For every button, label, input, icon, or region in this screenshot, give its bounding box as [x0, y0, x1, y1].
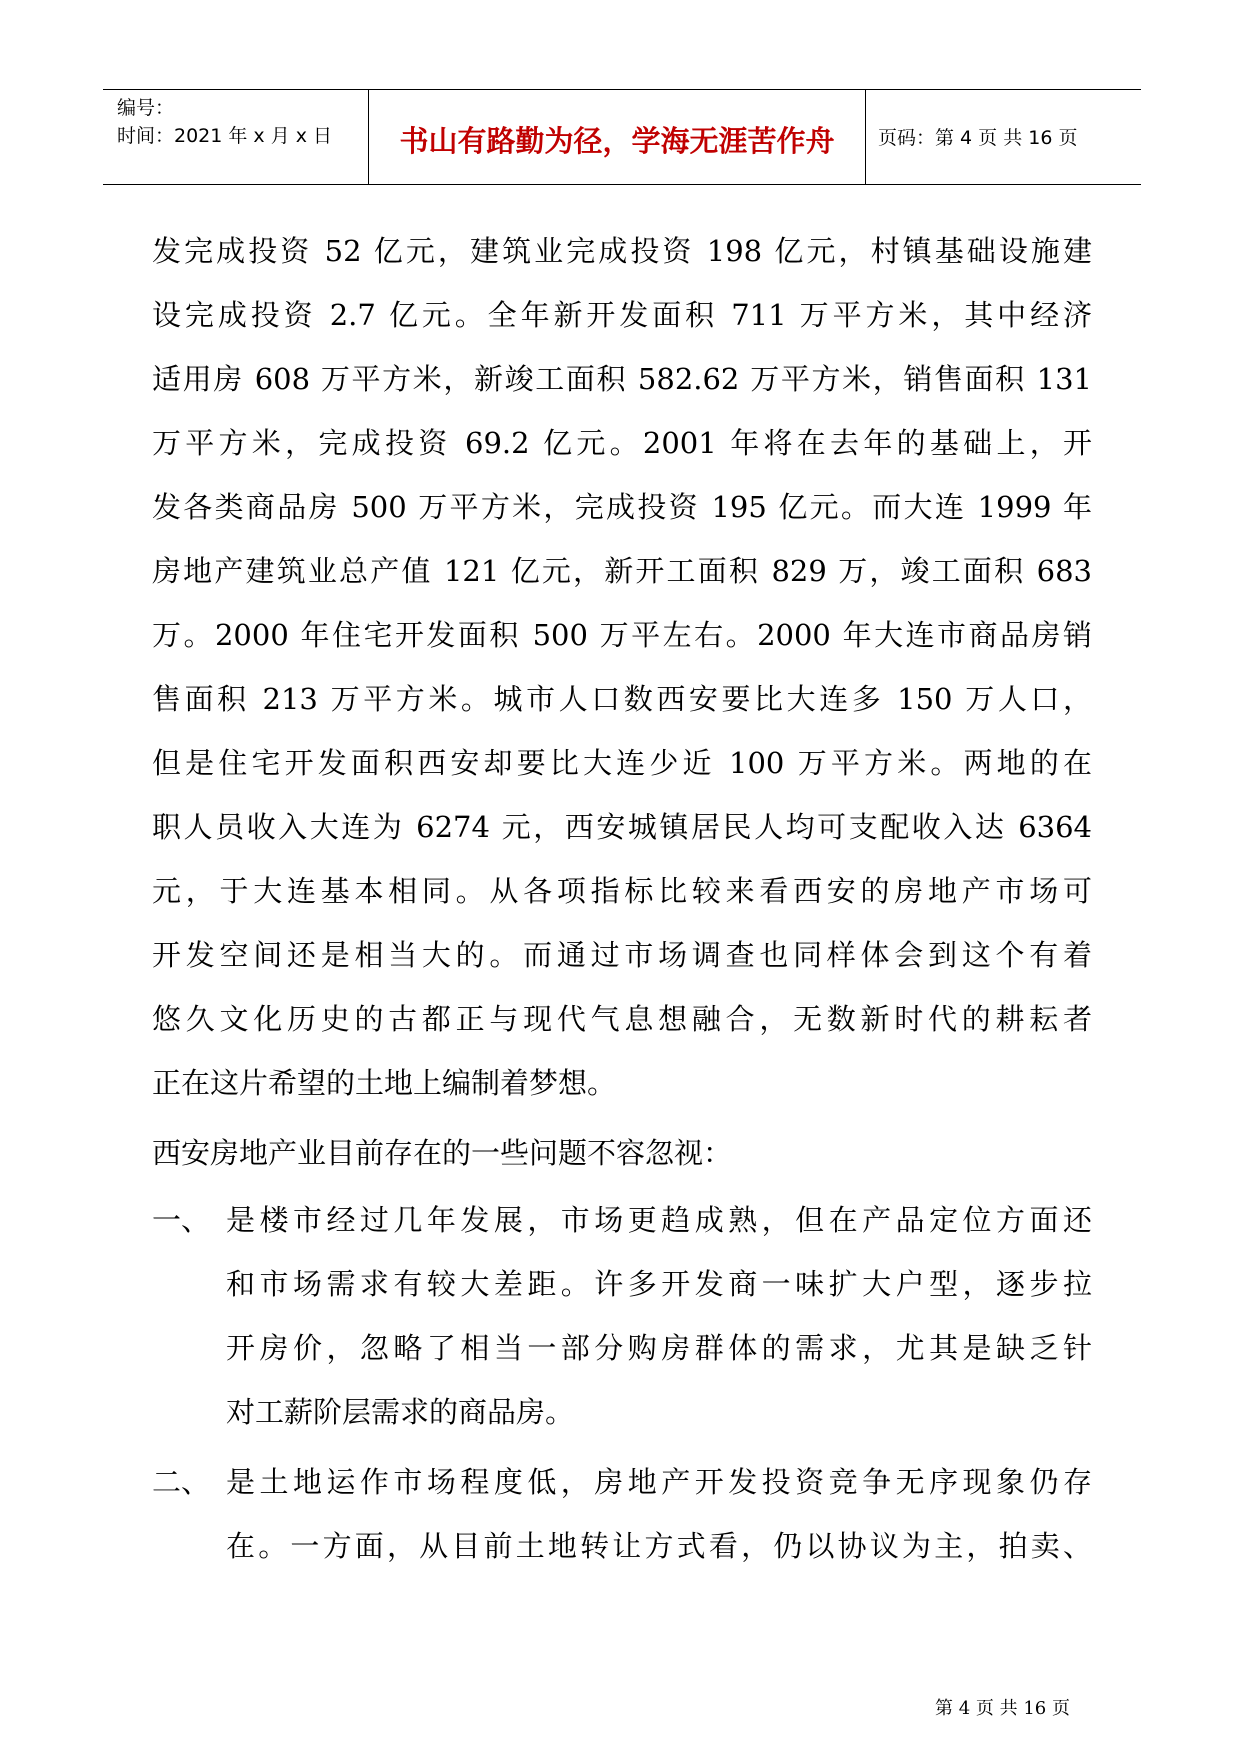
header-page-cell	[866, 90, 1141, 184]
page-header	[103, 89, 1141, 185]
body-line: 职人员收入大连为 6274 元，西安城镇居民人均可支配收入达 6364	[152, 810, 1092, 844]
body-line: 正在这片希望的土地上编制着梦想。	[152, 1066, 617, 1100]
list-item-line: 和市场需求有较大差距。许多开发商一味扩大户型，逐步拉	[226, 1267, 1092, 1301]
body-line: 元，于大连基本相同。从各项指标比较来看西安的房地产市场可	[152, 874, 1092, 908]
header-motto-cell	[369, 90, 866, 184]
list-item-line: 是楼市经过几年发展，市场更趋成熟，但在产品定位方面还	[226, 1203, 1092, 1237]
header-motto: 书山有路勤为径，学海无涯苦作舟	[399, 124, 835, 158]
list-item-line: 开房价，忽略了相当一部分购房群体的需求，尤其是缺乏针	[226, 1331, 1092, 1365]
section-intro: 西安房地产业目前存在的一些问题不容忽视：	[152, 1136, 733, 1170]
document-number-label: 编号：	[117, 97, 175, 119]
body-line: 万平方米，完成投资 69.2 亿元。2001 年将在去年的基础上，开	[152, 426, 1092, 460]
body-line: 悠久文化历史的古都正与现代气息想融合，无数新时代的耕耘者	[152, 1002, 1092, 1036]
body-line: 设完成投资 2.7 亿元。全年新开发面积 711 万平方米，其中经济	[152, 298, 1092, 332]
page-footer: 第 4 页 共 16 页	[935, 1698, 1070, 1719]
body-line: 万。2000 年住宅开发面积 500 万平左右。2000 年大连市商品房销	[152, 618, 1092, 652]
header-page-code: 页码：第 4 页 共 16 页	[878, 127, 1078, 149]
body-line: 发完成投资 52 亿元，建筑业完成投资 198 亿元，村镇基础设施建	[152, 234, 1092, 268]
body-line: 但是住宅开发面积西安却要比大连少近 100 万平方米。两地的在	[152, 746, 1092, 780]
body-line: 房地产建筑业总产值 121 亿元，新开工面积 829 万，竣工面积 683	[152, 554, 1092, 588]
list-marker: 二、	[152, 1465, 211, 1499]
list-marker: 一、	[152, 1203, 211, 1237]
list-item-line: 是土地运作市场程度低，房地产开发投资竞争无序现象仍存	[226, 1465, 1092, 1499]
list-item-line: 对工薪阶层需求的商品房。	[226, 1395, 575, 1429]
body-line: 售面积 213 万平方米。城市人口数西安要比大连多 150 万人口，	[152, 682, 1092, 716]
header-info-cell	[103, 90, 369, 184]
document-date: 时间：2021 年 x 月 x 日	[117, 125, 333, 147]
list-item-line: 在。一方面，从目前土地转让方式看，仍以协议为主，拍卖、	[226, 1529, 1092, 1563]
body-line: 发各类商品房 500 万平方米，完成投资 195 亿元。而大连 1999 年	[152, 490, 1092, 524]
body-line: 开发空间还是相当大的。而通过市场调查也同样体会到这个有着	[152, 938, 1092, 972]
body-line: 适用房 608 万平方米，新竣工面积 582.62 万平方米，销售面积 131	[152, 362, 1092, 396]
